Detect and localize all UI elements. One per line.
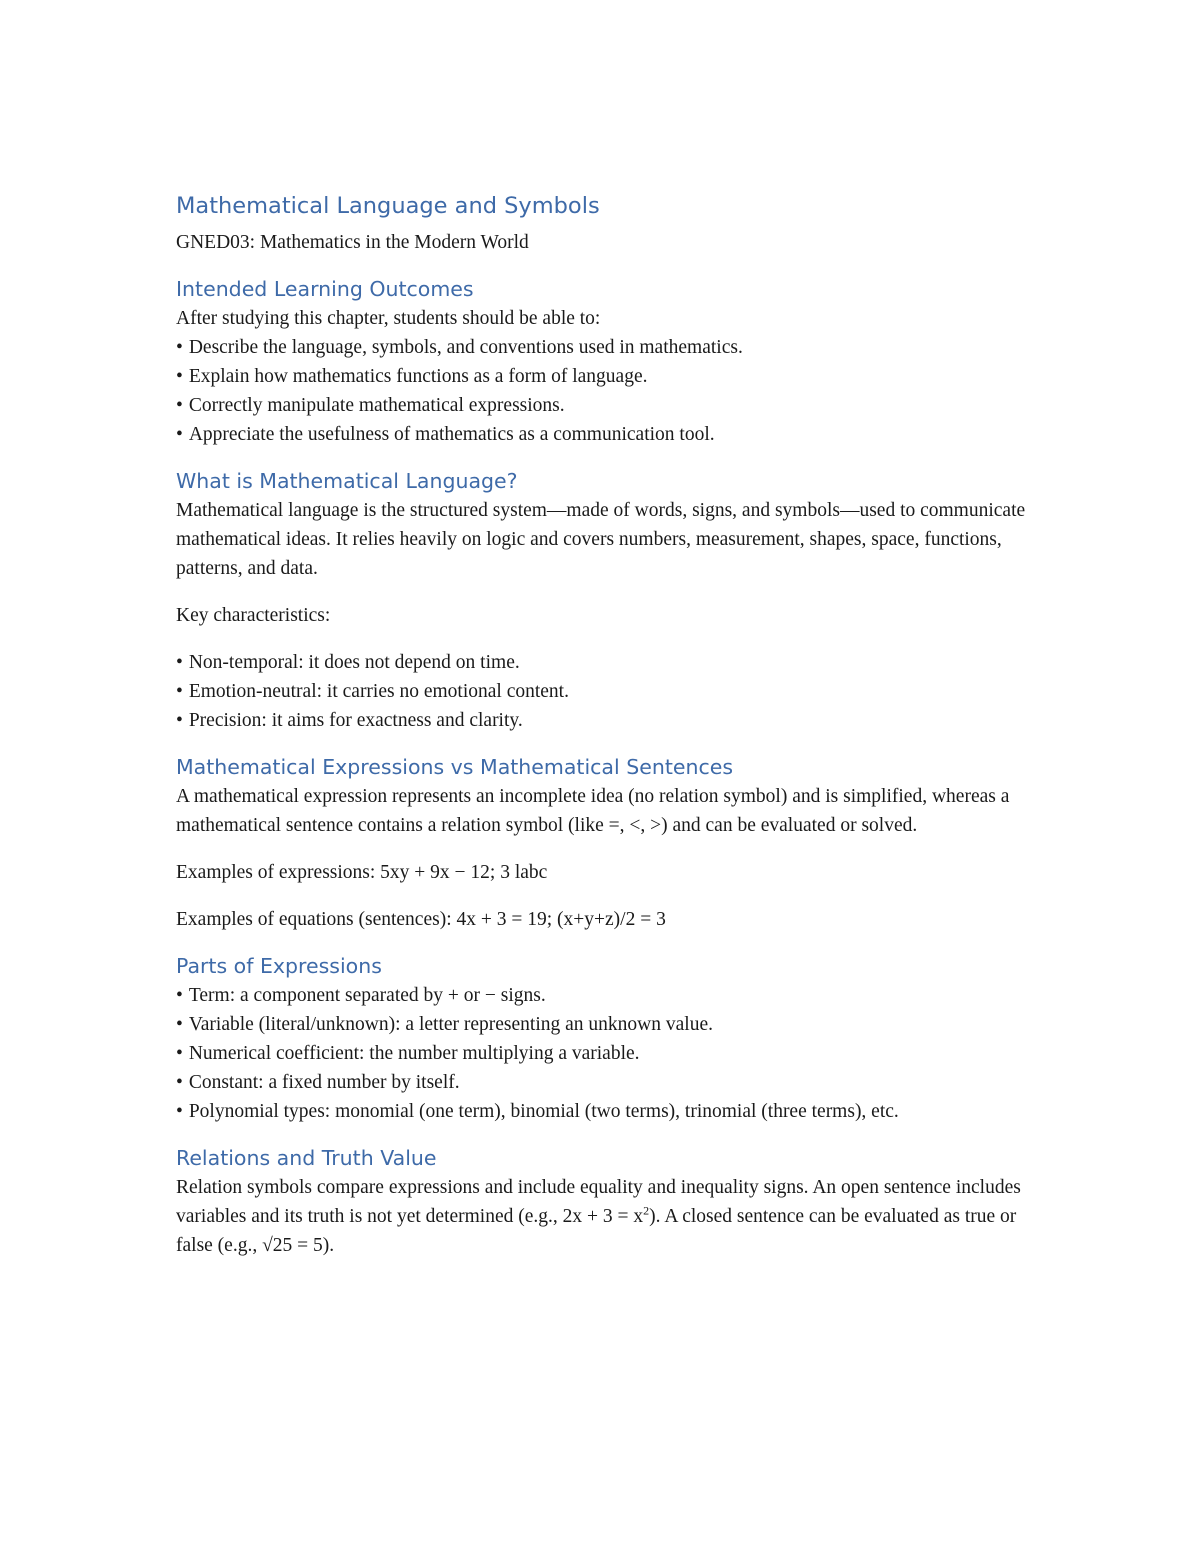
document-title: Mathematical Language and Symbols [176, 193, 600, 219]
characteristics-list [176, 648, 1036, 735]
list-item: • Term: a component separated by + or − signs. [176, 985, 546, 1006]
list-item: • Correctly manipulate mathematical expressions. [176, 395, 565, 416]
list-item: • Precision: it aims for exactness and clarity. [176, 710, 523, 731]
bullet-icon: • [176, 366, 183, 387]
bullet-icon: • [176, 337, 183, 358]
examples-expressions: Examples of expressions: 5xy + 9x − 12; 3 labc [176, 862, 548, 883]
bullet-icon: • [176, 1101, 183, 1122]
list-item: • Polynomial types: monomial (one term), binomial (two terms), trinomial (three terms), etc. [176, 1101, 899, 1122]
list-item: • Explain how mathematics functions as a form of language. [176, 366, 648, 387]
document-subtitle: GNED03: Mathematics in the Modern World [176, 232, 529, 253]
section-heading-what-is: What is Mathematical Language? [176, 469, 518, 493]
section-heading-parts: Parts of Expressions [176, 954, 382, 978]
outcomes-intro: After studying this chapter, students should be able to: [176, 308, 601, 329]
expressions-body: A mathematical expression represents an incomplete idea (no relation symbol) and is simplified, whereas a mathematical sentence contains a relation symbol (like =, <, >) and can be evaluated or solved. [176, 786, 1010, 836]
bullet-icon: • [176, 681, 183, 702]
bullet-icon: • [176, 985, 183, 1006]
bullet-icon: • [176, 395, 183, 416]
list-item: • Non-temporal: it does not depend on time. [176, 652, 520, 673]
list-item: • Constant: a fixed number by itself. [176, 1072, 460, 1093]
bullet-icon: • [176, 424, 183, 445]
examples-equations: Examples of equations (sentences): 4x + 3 = 19; (x+y+z)/2 = 3 [176, 909, 666, 930]
list-item: • Numerical coefficient: the number multiplying a variable. [176, 1043, 640, 1064]
bullet-icon: • [176, 1043, 183, 1064]
list-item: • Emotion-neutral: it carries no emotional content. [176, 681, 569, 702]
bullet-icon: • [176, 1072, 183, 1093]
document-page [176, 186, 1036, 1260]
bullet-icon: • [176, 710, 183, 731]
relations-body: Relation symbols compare expressions and include equality and inequality signs. An open sentence includes variables and its truth is not yet determined (e.g., $2x + 3 = x^2$). A closed sentence can be evaluated as true or false (e.g., √25 = 5). [176, 1177, 1021, 1256]
section-heading-expressions: Mathematical Expressions vs Mathematical Sentences [176, 755, 734, 779]
key-characteristics-label: Key characteristics: [176, 605, 331, 626]
list-item: • Variable (literal/unknown): a letter representing an unknown value. [176, 1014, 713, 1035]
superscript: 2 [643, 1203, 650, 1218]
parts-list [176, 981, 1036, 1126]
list-item: • Describe the language, symbols, and conventions used in mathematics. [176, 337, 743, 358]
section-heading-relations: Relations and Truth Value [176, 1146, 437, 1170]
list-item: • Appreciate the usefulness of mathematics as a communication tool. [176, 424, 715, 445]
section-heading-outcomes: Intended Learning Outcomes [176, 277, 474, 301]
bullet-icon: • [176, 1014, 183, 1035]
what-is-body: Mathematical language is the structured system—made of words, signs, and symbols—used to communicate mathematical ideas. It relies heavily on logic and covers numbers, measurement, shapes, space, functions, patterns, and data. [176, 500, 1026, 579]
bullet-icon: • [176, 652, 183, 673]
outcomes-list [176, 333, 1036, 449]
